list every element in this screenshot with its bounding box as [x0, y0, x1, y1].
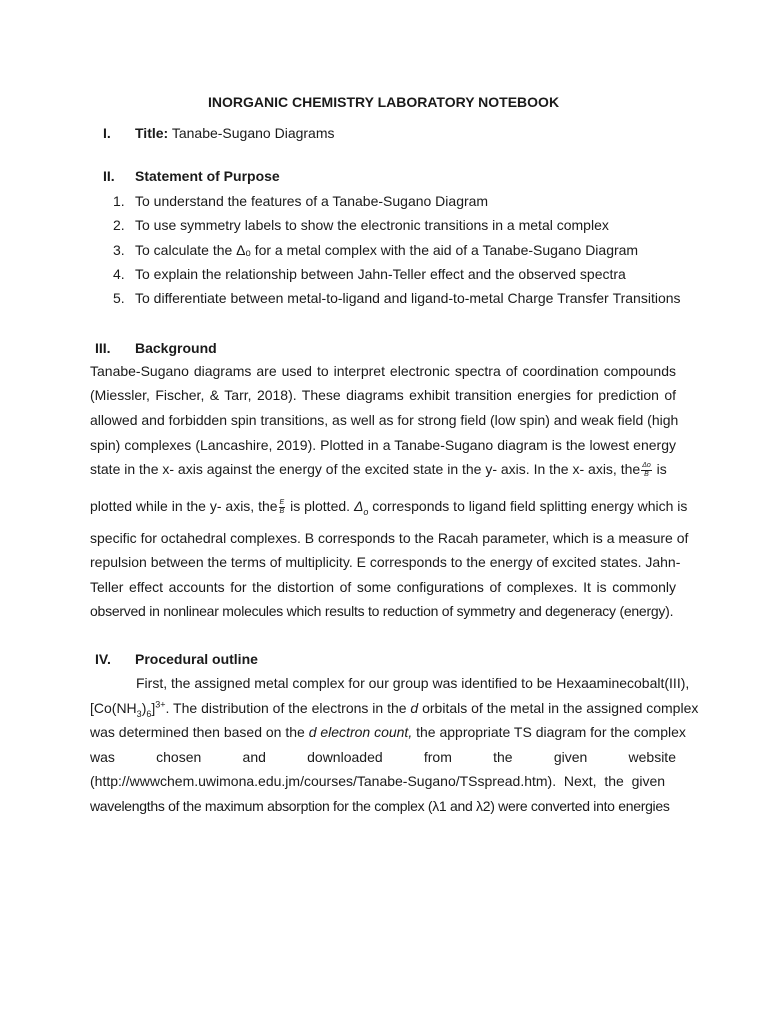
background-heading: Background	[135, 340, 217, 356]
formula-part: ]	[151, 700, 156, 716]
procedure-line: wavelengths of the maximum absorption for the complex (λ1 and λ2) were converted into energies	[90, 798, 670, 814]
purpose-item-text: To use symmetry labels to show the electronic transitions in a metal complex	[135, 217, 609, 233]
purpose-item-number: 2.	[113, 217, 125, 233]
purpose-item-text: To understand the features of a Tanabe-Sugano Diagram	[135, 193, 489, 209]
purpose-heading: Statement of Purpose	[135, 168, 280, 184]
purpose-item-number: 5.	[113, 290, 125, 306]
section-numeral-procedure: IV.	[95, 651, 111, 667]
procedure-text: the appropriate TS diagram for the complex	[412, 724, 686, 740]
procedure-word: chosen	[156, 749, 202, 765]
background-text: corresponds to ligand field splitting energy which is	[372, 498, 688, 514]
title-text: Tanabe-Sugano Diagrams	[171, 125, 335, 141]
procedure-text: was determined then based on the	[90, 724, 309, 740]
notebook-heading: INORGANIC CHEMISTRY LABORATORY NOTEBOOK	[208, 94, 560, 110]
procedure-heading: Procedural outline	[135, 651, 258, 667]
background-text: plotted while in the y- axis, the	[90, 498, 278, 514]
purpose-item-text: To calculate the Δₒ for a metal complex with the aid of a Tanabe-Sugano Diagram	[135, 242, 639, 258]
background-text: is plotted.	[290, 498, 351, 514]
purpose-item-number: 1.	[113, 193, 125, 209]
purpose-item-text: To differentiate between metal-to-ligand and ligand-to-metal Charge Transfer Transitions	[135, 290, 681, 306]
formula-charge: 3+	[155, 699, 166, 710]
e-over-b-fraction	[279, 499, 286, 516]
background-line: allowed and forbidden spin transitions, as well as for strong field (low spin) and weak field (high	[90, 412, 679, 428]
purpose-item-number: 4.	[113, 266, 125, 282]
formula-part: )	[141, 700, 147, 716]
section-numeral-background: III.	[95, 340, 111, 356]
formula-subscript: 6	[146, 708, 152, 719]
procedure-text: . The distribution of the electrons in the	[165, 700, 411, 716]
formula-part: [Co(NH	[90, 700, 137, 716]
background-text: state in the x- axis against the energy of the excited state in the y- axis. In the x- axis, the	[90, 461, 641, 477]
purpose-item-number: 3.	[113, 242, 125, 258]
delta-char: Δ	[353, 498, 364, 514]
procedure-line-formula	[90, 699, 699, 719]
procedure-text: orbitals of the metal in the assigned complex	[418, 700, 699, 716]
background-line: Tanabe-Sugano diagrams are used to interpret electronic spectra of coordination compounds	[90, 363, 676, 379]
background-line: Teller effect accounts for the distortion of some configurations of complexes. It is commonly	[90, 579, 676, 595]
procedure-line	[90, 724, 686, 740]
procedure-line-url: (http://wwwchem.uwimona.edu.jm/courses/Tanabe-Sugano/TSspread.htm). Next, the given	[90, 773, 666, 789]
delta-symbol	[353, 498, 369, 517]
formula-subscript: 3	[136, 708, 142, 719]
background-line-fraction-x	[90, 461, 667, 479]
purpose-item-text: To explain the relationship between Jahn-Teller effect and the observed spectra	[135, 266, 626, 282]
procedure-word: was	[90, 749, 115, 765]
section-numeral-purpose: II.	[103, 168, 115, 184]
background-line: observed in nonlinear molecules which results to reduction of symmetry and degeneracy (energy).	[90, 603, 674, 619]
fraction-numerator: Δo	[642, 461, 651, 469]
procedure-italic: d electron count,	[308, 724, 413, 740]
background-line: specific for octahedral complexes. B corresponds to the Racah parameter, which is a measure of	[90, 530, 689, 546]
background-line-fraction-y	[90, 498, 687, 516]
procedure-word: downloaded	[307, 749, 383, 765]
background-line: spin) complexes (Lancashire, 2019). Plotted in a Tanabe-Sugano diagram is the lowest energy	[90, 437, 676, 453]
delta-subscript: o	[363, 506, 369, 517]
procedure-italic: d	[410, 700, 419, 716]
procedure-word: from	[423, 749, 452, 765]
procedure-word: and	[242, 749, 266, 765]
procedure-word: website	[628, 749, 676, 765]
fraction-denominator: B	[279, 507, 285, 515]
fraction-numerator: E	[279, 498, 285, 506]
procedure-word: the	[493, 749, 513, 765]
delta-over-b-fraction	[641, 462, 652, 479]
background-text: is	[656, 461, 667, 477]
procedure-word: given	[553, 749, 588, 765]
section-numeral-title: I.	[103, 125, 111, 141]
background-line: repulsion between the terms of multiplicity. E corresponds to the energy of excited states. Jahn-	[90, 554, 681, 570]
fraction-denominator: B	[644, 470, 649, 478]
procedure-line: First, the assigned metal complex for our group was identified to be Hexaaminecobalt(III),	[136, 675, 690, 691]
title-line	[135, 125, 335, 141]
title-label: Title:	[135, 125, 169, 141]
background-line: (Miessler, Fischer, & Tarr, 2018). These diagrams exhibit transition energies for prediction of	[90, 387, 676, 403]
procedure-line-spread	[90, 749, 676, 765]
